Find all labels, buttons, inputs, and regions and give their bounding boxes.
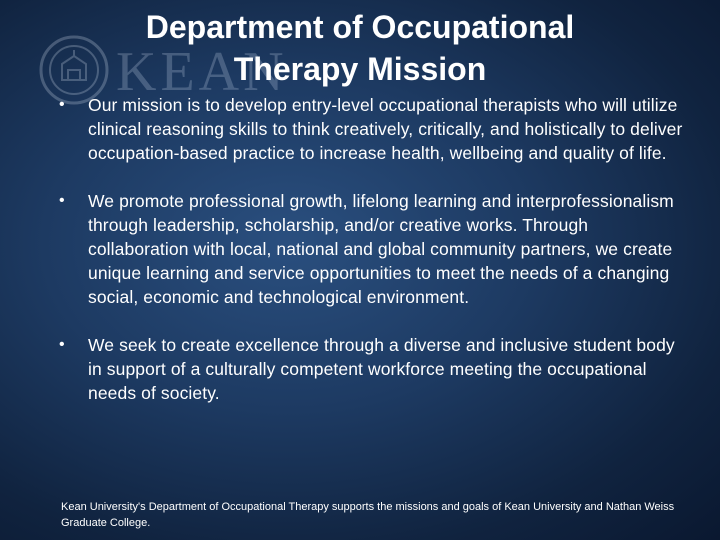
- mission-bullet-list: [56, 93, 686, 405]
- mission-bullet: [56, 93, 686, 165]
- slide-title: Department of Occupational Therapy Mission: [145, 9, 575, 87]
- mission-bullet: [56, 333, 686, 405]
- bullet-text: Our mission is to develop entry-level occupational therapists who will utilize clinical reasoning skills to think creatively, critically, and holistically to deliver occupation-based practice to increase health, wellbeing and quality of life.: [88, 95, 683, 163]
- mission-bullet: [56, 189, 686, 309]
- kean-wordmark: KEAN: [116, 41, 288, 103]
- bullet-dot: •: [59, 192, 65, 209]
- bullet-text: We promote professional growth, lifelong learning and interprofessionalism through leadership, scholarship, and/or creative works. Through collaboration with local, national and global community partners, we create unique learning and service opportunities to meet the needs of a changing social, economic and technological environment.: [88, 191, 674, 307]
- bullet-dot: •: [59, 96, 65, 113]
- footer-note: Kean University's Department of Occupational Therapy supports the missions and goals of Kean University and Nathan Weiss Graduate College.: [61, 501, 675, 529]
- bullet-dot: •: [59, 336, 65, 353]
- bullet-text: We seek to create excellence through a diverse and inclusive student body in support of a culturally competent workforce meeting the occupational needs of society.: [88, 335, 675, 403]
